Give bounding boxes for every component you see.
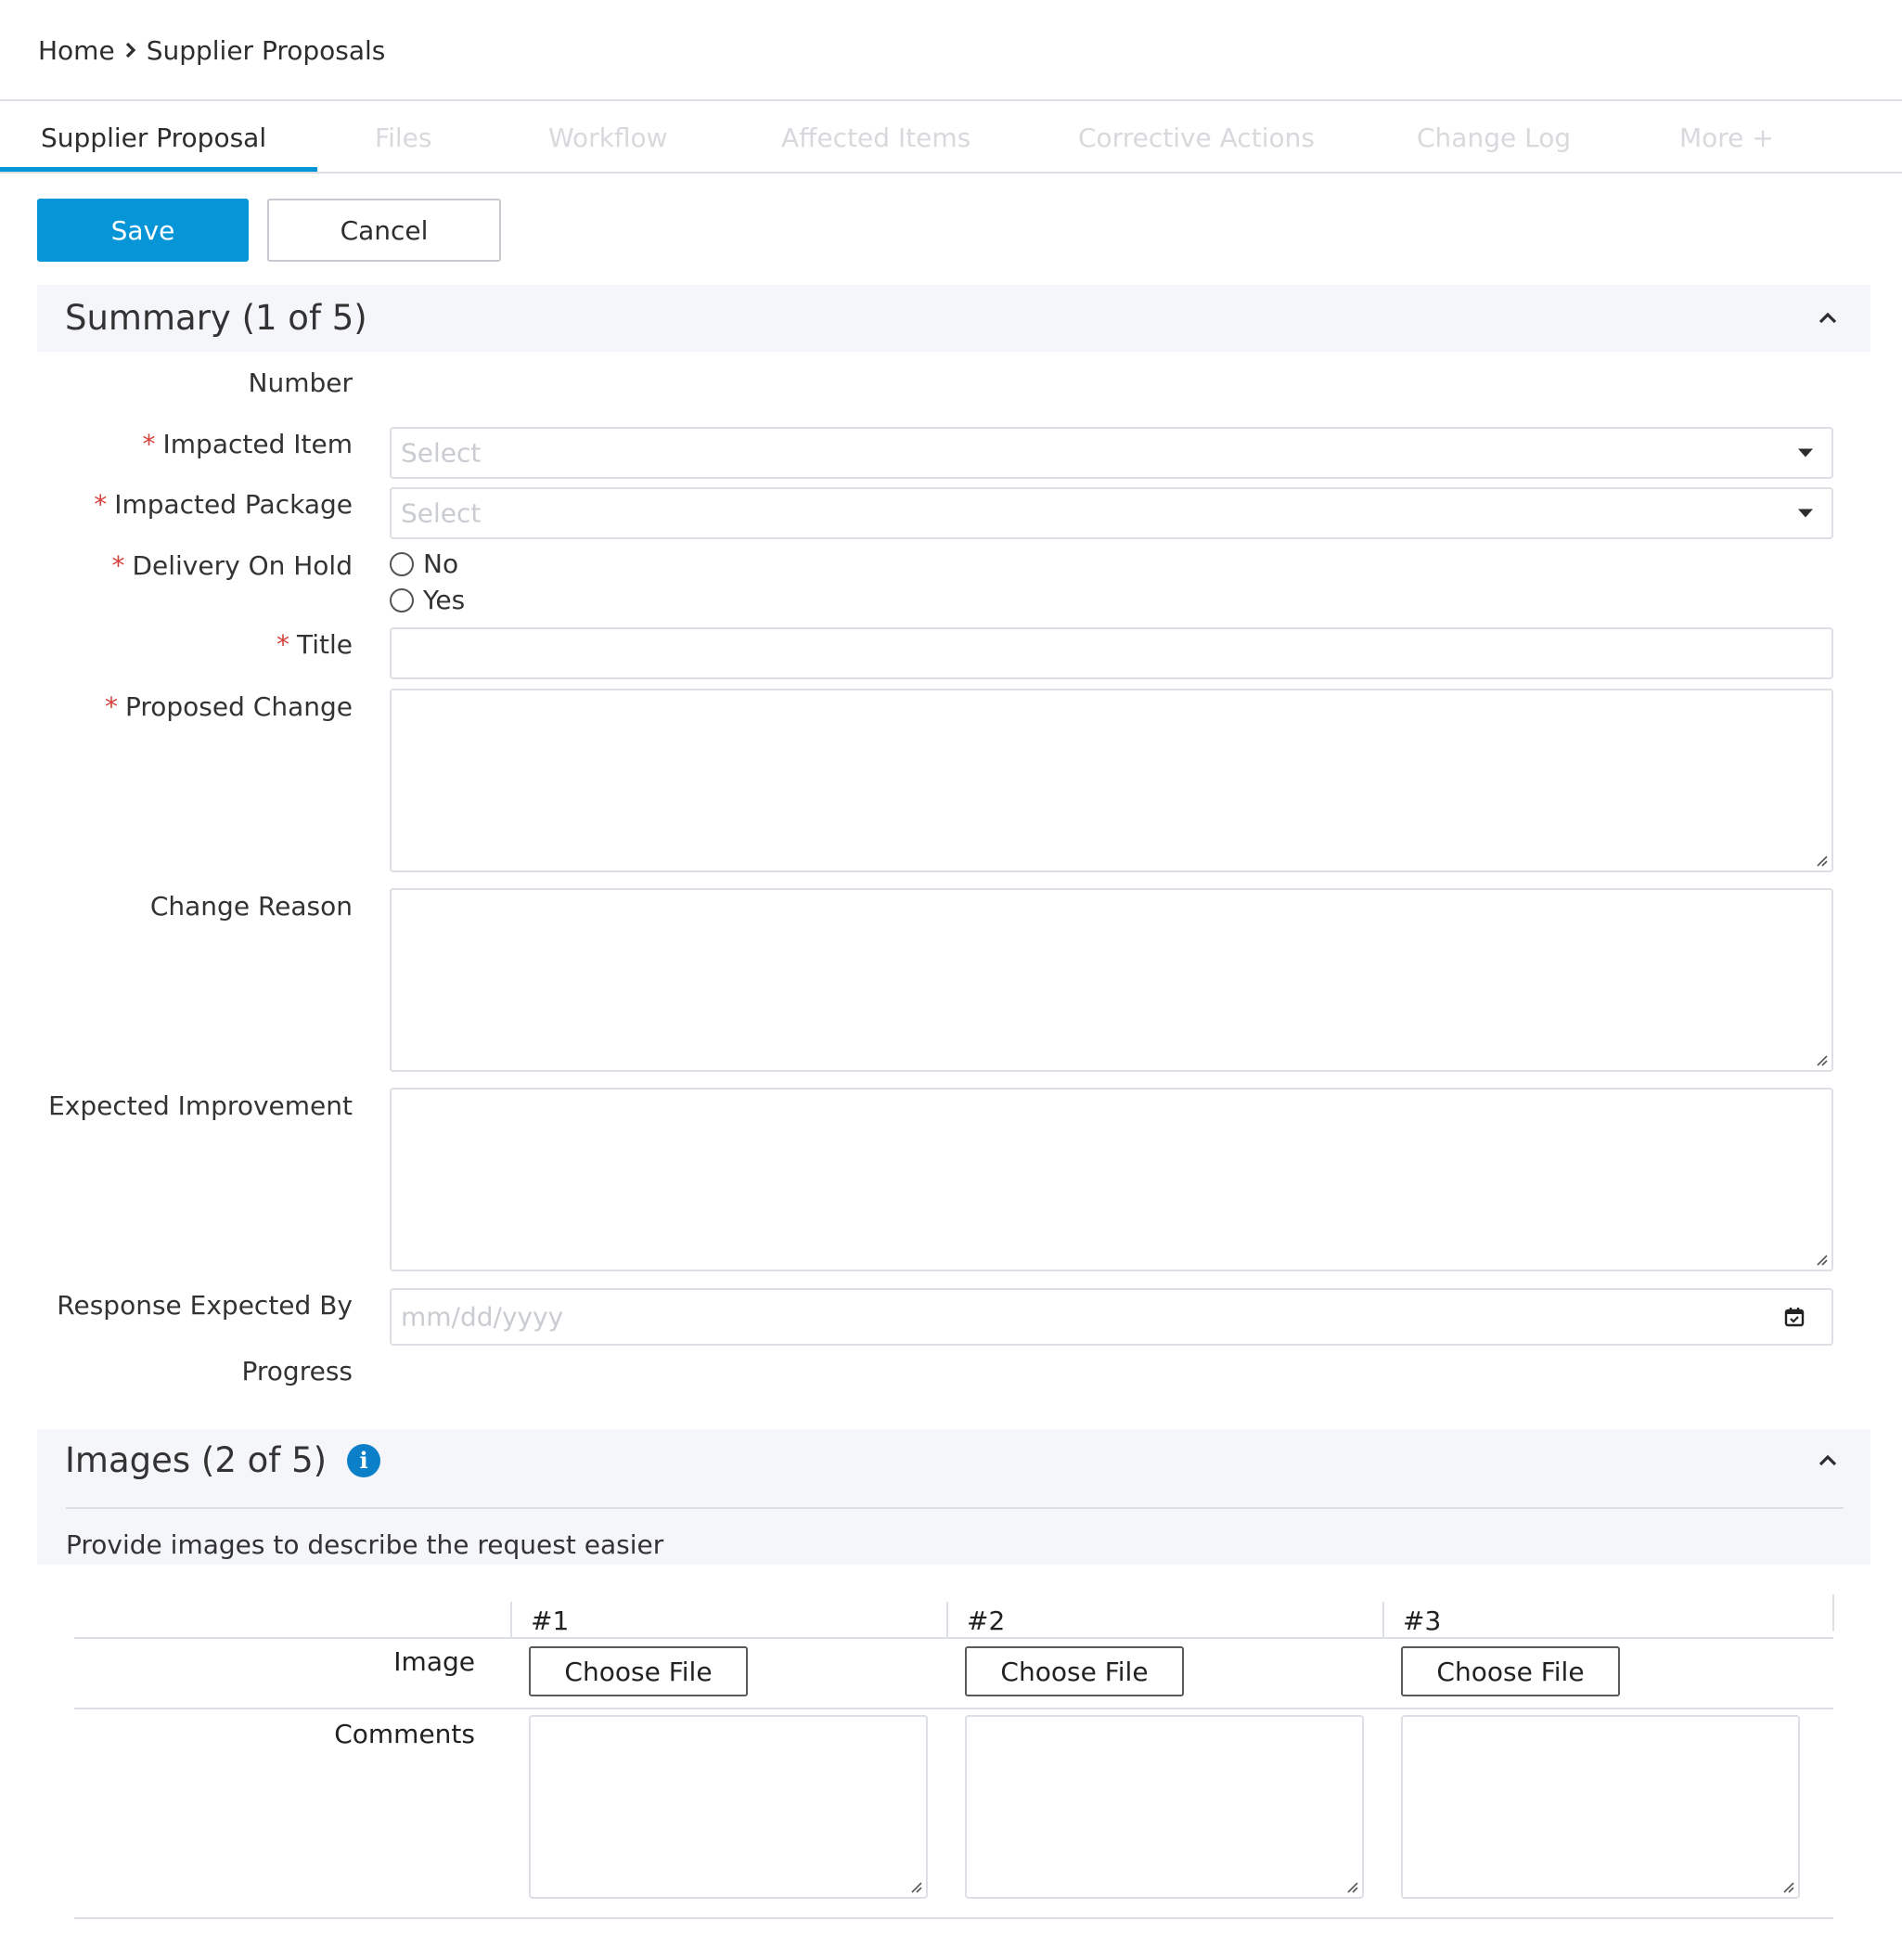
comments-textarea-3[interactable] xyxy=(1401,1715,1800,1899)
date-placeholder: mm/dd/yyyy xyxy=(401,1301,564,1333)
breadcrumb-current: Supplier Proposals xyxy=(146,34,386,66)
grid-border xyxy=(1832,1594,1834,1631)
choose-file-button-1[interactable]: Choose File xyxy=(529,1646,748,1696)
resize-grip-icon[interactable] xyxy=(1813,1251,1828,1266)
breadcrumb xyxy=(38,33,385,67)
number-label: Number xyxy=(248,368,353,398)
info-icon[interactable]: i xyxy=(347,1444,380,1477)
comments-textarea-1[interactable] xyxy=(529,1715,928,1899)
image-column-header-3: #3 xyxy=(1382,1602,1441,1639)
summary-section-header[interactable] xyxy=(37,285,1870,352)
tab-change-log[interactable]: Change Log xyxy=(1417,122,1572,153)
images-description: Provide images to describe the request easier xyxy=(66,1529,664,1560)
title-input[interactable] xyxy=(390,627,1833,679)
tab-corrective-actions[interactable]: Corrective Actions xyxy=(1078,122,1315,153)
impacted-item-select[interactable] xyxy=(390,427,1833,479)
tab-workflow[interactable]: Workflow xyxy=(548,122,668,153)
required-mark: * xyxy=(142,429,156,459)
expected-improvement-label: Expected Improvement xyxy=(48,1090,353,1121)
resize-grip-icon[interactable] xyxy=(907,1878,922,1893)
choose-file-button-2[interactable]: Choose File xyxy=(965,1646,1184,1696)
change-reason-textarea[interactable] xyxy=(390,888,1833,1072)
delivery-on-hold-no[interactable] xyxy=(390,548,458,579)
delivery-on-hold-label: * Delivery On Hold xyxy=(111,550,353,581)
chevron-right-icon xyxy=(124,41,137,59)
impacted-item-placeholder: Select xyxy=(401,437,482,469)
tab-supplier-proposal[interactable]: Supplier Proposal xyxy=(41,122,267,153)
title-label: * Title xyxy=(276,629,353,660)
expected-improvement-textarea[interactable] xyxy=(390,1088,1833,1271)
tab-bar xyxy=(0,102,1902,174)
caret-down-icon xyxy=(1798,449,1813,458)
tab-more[interactable]: More + xyxy=(1679,122,1774,153)
images-section-title-wrap xyxy=(65,1440,380,1480)
comments-row-label: Comments xyxy=(334,1719,475,1749)
resize-grip-icon[interactable] xyxy=(1343,1878,1358,1893)
image-column-header-1: #1 xyxy=(510,1602,569,1639)
chevron-up-icon[interactable] xyxy=(1815,1448,1841,1474)
grid-row-divider xyxy=(74,1917,1833,1919)
impacted-package-select[interactable] xyxy=(390,487,1833,539)
grid-row-divider xyxy=(74,1637,1833,1639)
radio-no[interactable] xyxy=(390,552,414,576)
required-mark: * xyxy=(111,550,125,581)
proposed-change-textarea[interactable] xyxy=(390,689,1833,872)
breadcrumb-home-link[interactable]: Home xyxy=(38,34,115,66)
required-mark: * xyxy=(276,629,289,660)
impacted-package-label: * Impacted Package xyxy=(94,489,353,520)
images-header-divider xyxy=(66,1507,1844,1509)
change-reason-label: Change Reason xyxy=(149,891,353,922)
progress-label: Progress xyxy=(241,1356,353,1386)
radio-yes-label: Yes xyxy=(423,585,466,615)
caret-down-icon xyxy=(1798,509,1813,518)
save-button[interactable]: Save xyxy=(37,199,249,262)
chevron-up-icon[interactable] xyxy=(1815,305,1841,331)
choose-file-button-3[interactable]: Choose File xyxy=(1401,1646,1620,1696)
resize-grip-icon[interactable] xyxy=(1780,1878,1794,1893)
tab-files[interactable]: Files xyxy=(375,122,432,153)
delivery-on-hold-yes[interactable] xyxy=(390,585,465,615)
summary-section-title: Summary (1 of 5) xyxy=(65,298,367,338)
required-mark: * xyxy=(104,691,118,722)
impacted-package-placeholder: Select xyxy=(401,497,482,529)
calendar-icon[interactable] xyxy=(1783,1306,1806,1328)
response-expected-by-date-input[interactable] xyxy=(390,1288,1833,1346)
radio-no-label: No xyxy=(423,548,459,579)
tab-divider xyxy=(0,172,1902,174)
proposed-change-label: * Proposed Change xyxy=(104,691,353,722)
response-expected-by-label: Response Expected By xyxy=(57,1290,353,1321)
radio-yes[interactable] xyxy=(390,588,414,612)
grid-row-divider xyxy=(74,1708,1833,1709)
images-section-title: Images (2 of 5) xyxy=(65,1440,328,1480)
header-divider xyxy=(0,99,1902,101)
comments-textarea-2[interactable] xyxy=(965,1715,1364,1899)
tab-affected-items[interactable]: Affected Items xyxy=(781,122,971,153)
image-row-label: Image xyxy=(393,1646,475,1677)
resize-grip-icon[interactable] xyxy=(1813,1051,1828,1066)
image-column-header-2: #2 xyxy=(946,1602,1005,1639)
resize-grip-icon[interactable] xyxy=(1813,852,1828,867)
required-mark: * xyxy=(94,489,108,520)
impacted-item-label: * Impacted Item xyxy=(142,429,353,459)
cancel-button[interactable]: Cancel xyxy=(267,199,501,262)
